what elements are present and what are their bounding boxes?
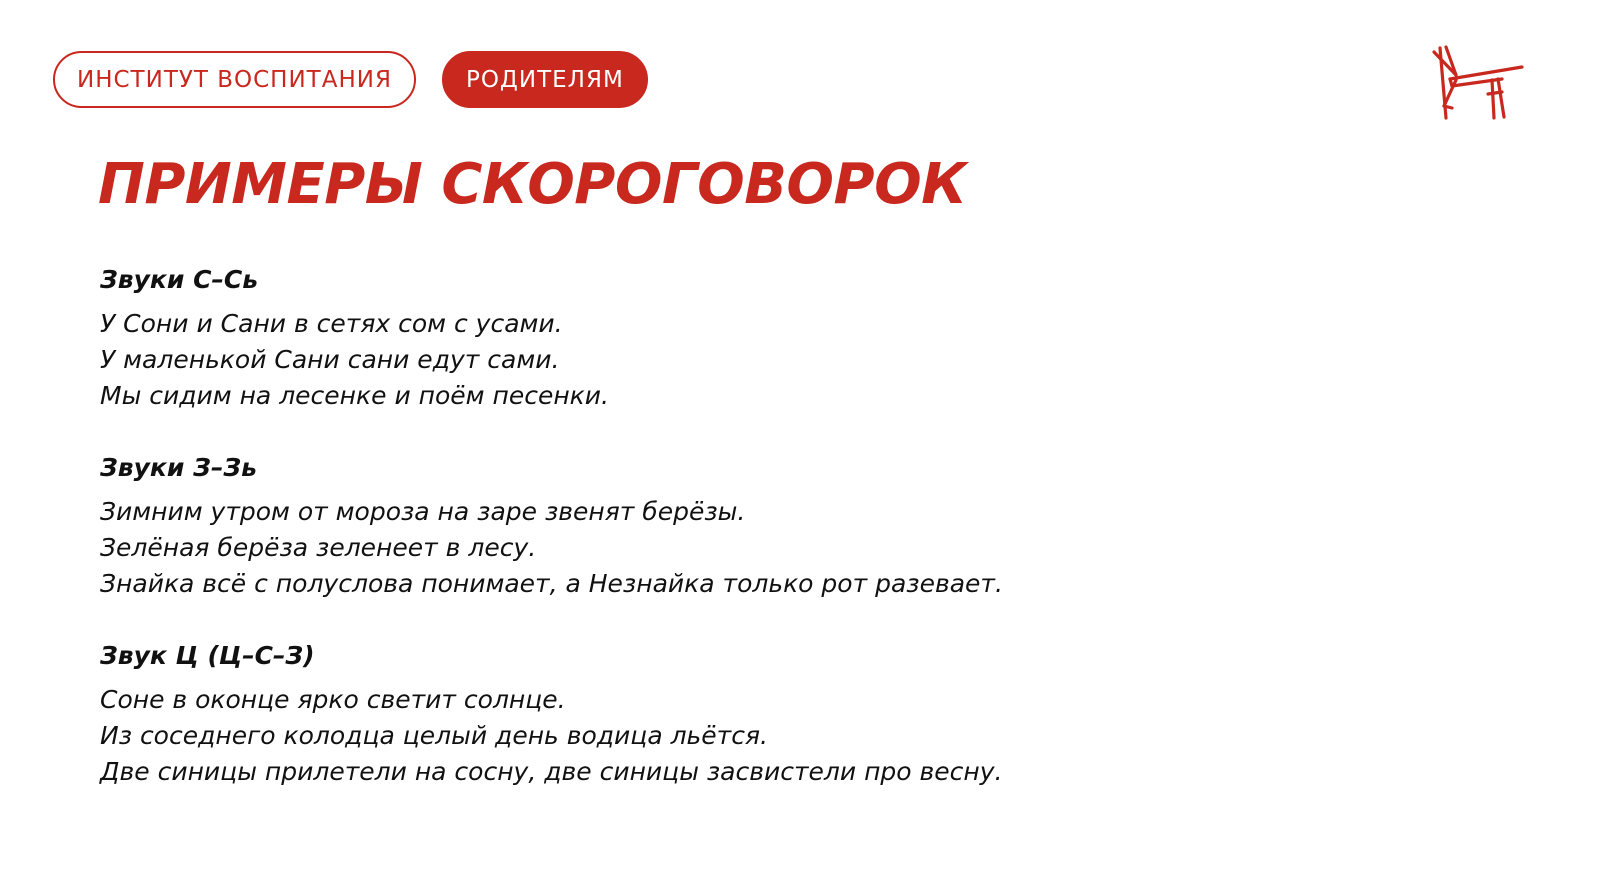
section-title: Звуки С–Сь [100,265,259,294]
chair-logo-icon [1432,42,1532,124]
tongue-twisters-content [100,262,1300,826]
page-title: ПРИМЕРЫ СКОРОГОВОРОК [98,152,967,217]
header [53,51,648,108]
twister-line: Две синицы прилетели на сосну, две синицы засвистели про весну. [100,757,1003,786]
section-title: Звуки З–Зь [100,453,257,482]
section-ts-sound [100,638,1300,790]
twister-line: Мы сидим на лесенке и поём песенки. [100,381,609,410]
twister-line: Из соседнего колодца целый день водица льётся. [100,721,768,750]
twister-line: Соне в оконце ярко светит солнце. [100,685,566,714]
twister-line: Знайка всё с полуслова понимает, а Незнайка только рот разевает. [100,569,1003,598]
twister-line: Зелёная берёза зеленеет в лесу. [100,533,537,562]
section-z-sounds [100,450,1300,602]
twister-line: У Сони и Сани в сетях сом с усами. [100,309,563,338]
section-title: Звук Ц (Ц–С–З) [100,641,315,670]
institute-button[interactable]: ИНСТИТУТ ВОСПИТАНИЯ [53,51,416,108]
twister-line: У маленькой Сани сани едут сами. [100,345,560,374]
parents-button[interactable]: РОДИТЕЛЯМ [442,51,648,108]
twister-line: Зимним утром от мороза на заре звенят берёзы. [100,497,746,526]
section-s-sounds [100,262,1300,414]
